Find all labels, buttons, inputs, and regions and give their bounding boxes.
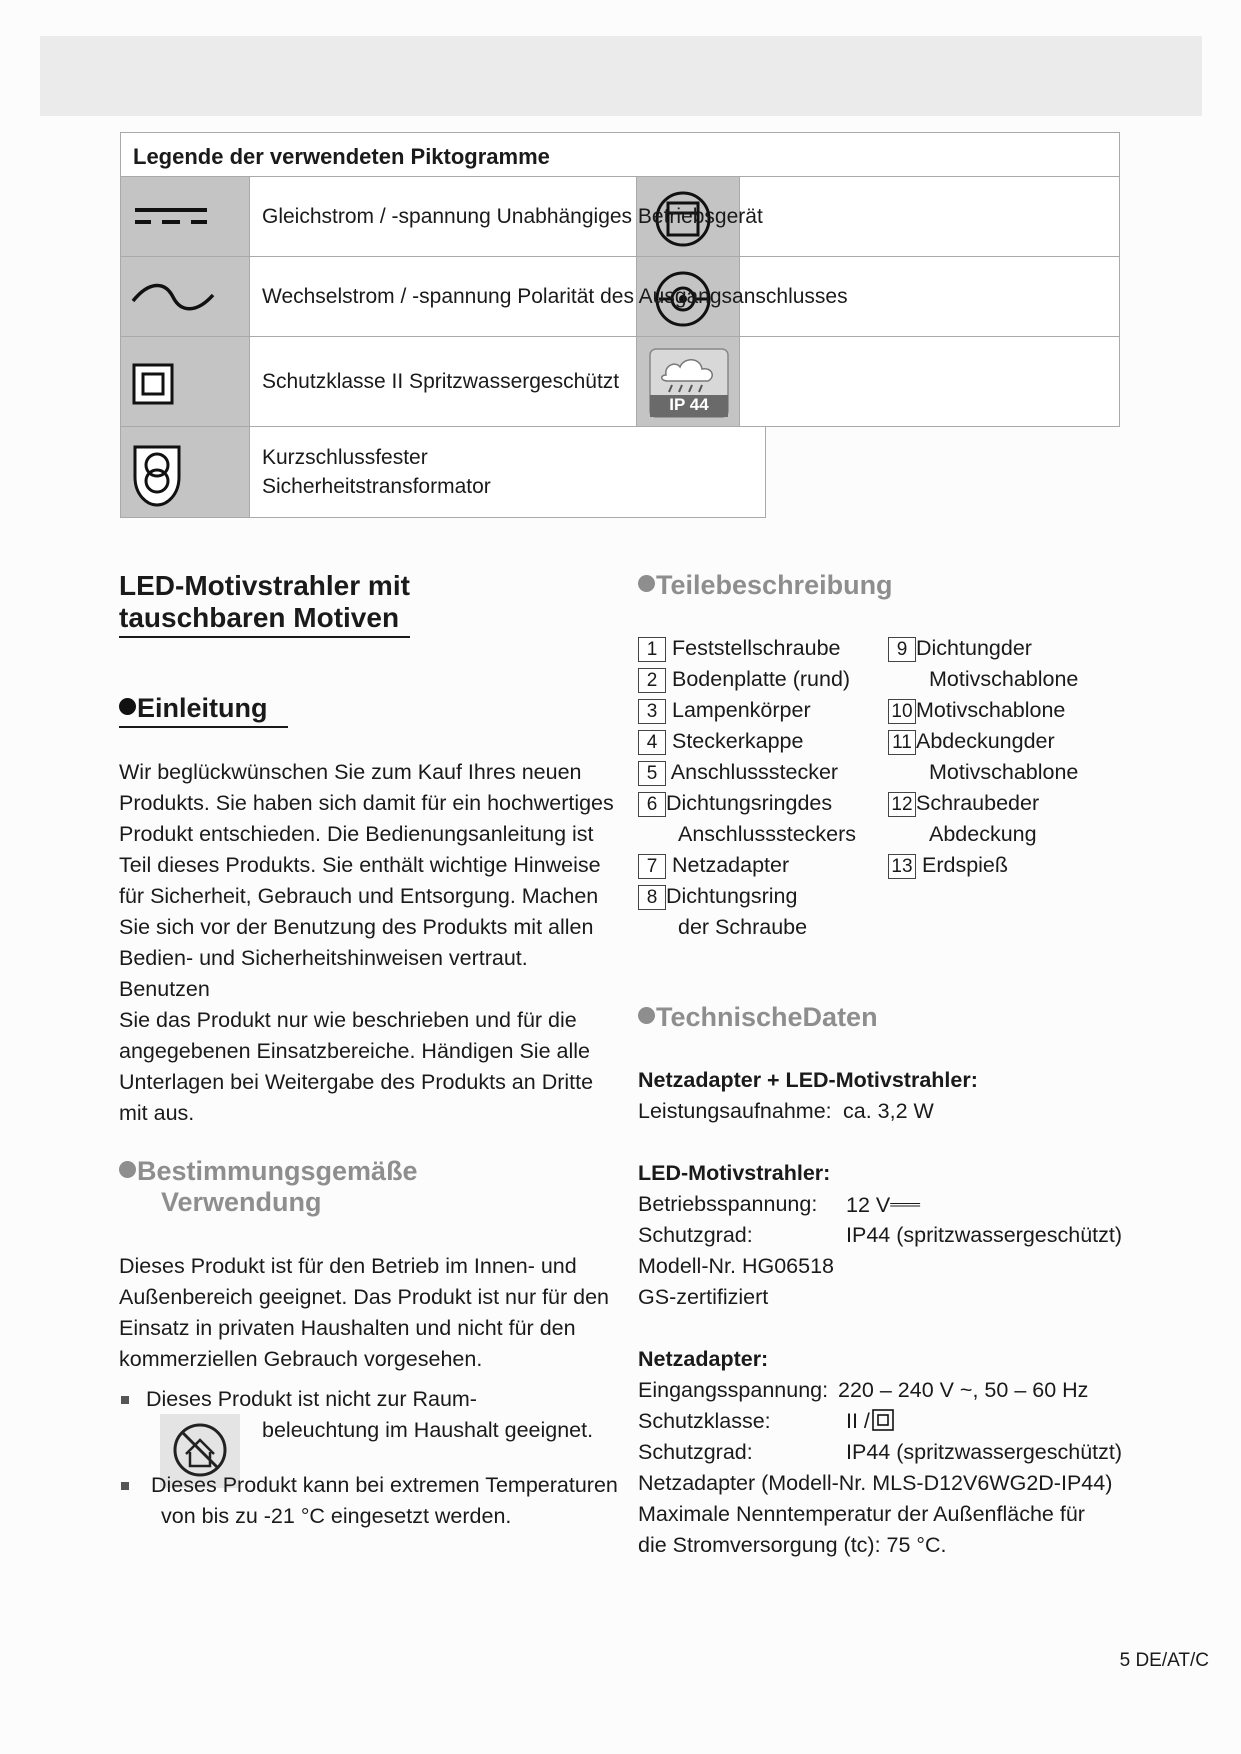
text-line: Dieses Produkt ist für den Betrieb im Innen- und xyxy=(119,1254,577,1278)
part-number: 7 xyxy=(638,854,666,879)
text-line: Außenbereich geeignet. Das Produkt ist nur für den xyxy=(119,1285,610,1309)
text-line: für Sicherheit, Gebrauch und Entsorgung. Machen xyxy=(119,884,599,908)
tech-voltage-label: Betriebsspannung: xyxy=(638,1192,818,1216)
part-item-cont: der Schraube xyxy=(678,915,808,939)
text-line: Produkts. Sie haben sich damit für ein hochwertiges xyxy=(119,791,614,815)
list-bullet-icon xyxy=(121,1482,129,1490)
part-number: 3 xyxy=(638,699,666,724)
part-item-cont: Motivschablone xyxy=(929,760,1079,784)
part-item: 13 Erdspieß xyxy=(888,850,1008,881)
tech-temp-line2: die Stromversorgung (tc): 75 °C. xyxy=(638,1533,947,1557)
legend-header xyxy=(120,132,1120,177)
part-item-cont: Motivschablone xyxy=(929,667,1079,691)
part-item: 8 Dichtungsring xyxy=(638,881,797,912)
tech-group3-title: Netzadapter: xyxy=(638,1347,769,1371)
part-item-cont: Abdeckung xyxy=(929,822,1037,846)
part-number: 9 xyxy=(888,637,916,662)
tech-voltage-value: 12 V═══ xyxy=(846,1193,920,1217)
legend-text-row-3: Schutzklasse II Spritzwassergeschützt xyxy=(262,370,620,393)
safety-transformer-icon xyxy=(129,437,185,509)
bullet-dot-icon xyxy=(119,1161,136,1178)
tech-class-value: II / xyxy=(846,1406,894,1437)
product-title xyxy=(119,570,410,638)
usage-paragraph xyxy=(119,1251,629,1375)
pictogram-legend xyxy=(120,132,1120,518)
product-title-line2: tauschbaren Motiven xyxy=(119,602,400,633)
dc-symbol-icon: ═══ xyxy=(890,1196,920,1212)
part-item: 3 Lampenkörper xyxy=(638,695,811,726)
tech-class-label: Schutzklasse: xyxy=(638,1409,771,1433)
legend-icon-cell xyxy=(120,256,250,337)
intro-heading xyxy=(119,693,288,728)
part-number: 6 xyxy=(638,792,666,817)
legend-text-row-4b: Sicherheitstransformator xyxy=(262,475,491,498)
part-item: 7 Netzadapter xyxy=(638,850,789,881)
tech-protection-value-2: IP44 (spritzwassergeschützt) xyxy=(846,1440,1123,1464)
bullet-dot-icon xyxy=(119,698,136,715)
usage-heading-line2: Verwendung xyxy=(161,1187,322,1217)
tech-input-label: Eingangsspannung: xyxy=(638,1378,829,1402)
part-item: 2 Bodenplatte (rund) xyxy=(638,664,850,695)
tech-power-label: Leistungsaufnahme: xyxy=(638,1099,832,1123)
text-line: Unterlagen bei Weitergabe des Produkts an Dritte xyxy=(119,1070,594,1094)
legend-text-row-2: Wechselstrom / -spannung Polarität des Ausgangsanschlusses xyxy=(262,285,848,308)
part-item: 9 Dichtungder xyxy=(888,633,1032,664)
part-item: 4 Steckerkappe xyxy=(638,726,803,757)
bullet-dot-icon xyxy=(638,1007,655,1024)
part-number: 2 xyxy=(638,668,666,693)
tech-input-value: 220 – 240 V ~, 50 – 60 Hz xyxy=(838,1378,1089,1402)
tech-temp-line1: Maximale Nenntemperatur der Außenfläche für xyxy=(638,1502,1085,1526)
parts-heading xyxy=(638,570,893,601)
text-line: kommerziellen Gebrauch vorgesehen. xyxy=(119,1347,483,1371)
intro-paragraph xyxy=(119,757,619,1129)
legend-title: Legende der verwendeten Piktogramme xyxy=(133,144,550,169)
part-item: 6 Dichtungsringdes xyxy=(638,788,832,819)
page-number: 5 DE/AT/C xyxy=(1119,1650,1209,1671)
text-line: Sie sich vor der Benutzung des Produkts mit allen xyxy=(119,915,594,939)
tech-gs-certified: GS-zertifiziert xyxy=(638,1285,769,1309)
tech-heading xyxy=(638,1002,878,1033)
part-item: 1 Feststellschraube xyxy=(638,633,840,664)
text-line: Wir beglückwünschen Sie zum Kauf Ihres neuen xyxy=(119,760,582,784)
text-line: mit aus. xyxy=(119,1101,195,1125)
part-number: 5 xyxy=(638,761,666,786)
usage-heading xyxy=(119,1156,418,1187)
part-item: 12 Schraubeder xyxy=(888,788,1039,819)
tech-adapter-model: Netzadapter (Modell-Nr. MLS-D12V6WG2D-IP44) xyxy=(638,1471,1113,1495)
usage-bullet2-line2: von bis zu -21 °C eingesetzt werden. xyxy=(161,1504,512,1528)
part-item-cont: Anschlusssteckers xyxy=(678,822,857,846)
legend-text-row-4a: Kurzschlussfester xyxy=(262,446,428,469)
legend-icon-cell xyxy=(120,176,250,257)
header-bar xyxy=(40,36,1202,116)
tech-model-number: Modell-Nr. HG06518 xyxy=(638,1254,834,1278)
text-line: Bedien- und Sicherheitshinweisen vertraut. Benutzen xyxy=(119,946,528,1001)
product-title-line1: LED-Motivstrahler mit xyxy=(119,570,410,601)
legend-icon-cell xyxy=(120,336,250,427)
text-line: Teil dieses Produkts. Sie enthält wichtige Hinweise xyxy=(119,853,601,877)
part-number: 8 xyxy=(638,885,666,910)
alternating-current-icon xyxy=(131,283,215,313)
part-number: 12 xyxy=(888,792,916,817)
tech-protection-value: IP44 (spritzwassergeschützt) xyxy=(846,1223,1123,1247)
part-number: 4 xyxy=(638,730,666,755)
part-number: 1 xyxy=(638,637,666,662)
legend-icon-cell xyxy=(636,336,740,427)
part-number: 11 xyxy=(888,730,916,755)
text-line: Produkt entschieden. Die Bedienungsanleitung ist xyxy=(119,822,594,846)
tech-power-value: ca. 3,2 W xyxy=(843,1099,934,1123)
part-item: 10 Motivschablone xyxy=(888,695,1065,726)
usage-bullet1-line1: Dieses Produkt ist nicht zur Raum- xyxy=(146,1387,477,1411)
protection-class-ii-small-icon xyxy=(872,1409,894,1431)
usage-heading-line1: Bestimmungsgemäße xyxy=(137,1156,418,1186)
tech-group2-title: LED-Motivstrahler: xyxy=(638,1161,831,1185)
usage-bullet1-line2: beleuchtung im Haushalt geeignet. xyxy=(262,1418,594,1442)
intro-heading-text: Einleitung xyxy=(137,693,268,723)
tech-protection-label: Schutzgrad: xyxy=(638,1223,753,1247)
part-item: 11 Abdeckungder xyxy=(888,726,1055,757)
list-bullet-icon xyxy=(121,1396,129,1404)
legend-icon-cell xyxy=(120,426,250,518)
tech-group1-title: Netzadapter + LED-Motivstrahler: xyxy=(638,1068,978,1092)
direct-current-icon xyxy=(133,206,209,228)
tech-protection-label-2: Schutzgrad: xyxy=(638,1440,753,1464)
legend-text-row-1: Gleichstrom / -spannung Unabhängiges Betriebsgerät xyxy=(262,205,763,228)
ip44-badge-text: IP 44 xyxy=(669,395,709,414)
usage-bullet2-line1: Dieses Produkt kann bei extremen Temperaturen xyxy=(151,1473,618,1497)
parts-heading-text: Teilebeschreibung xyxy=(656,570,893,600)
bullet-dot-icon xyxy=(638,575,655,592)
part-number: 10 xyxy=(888,699,916,724)
part-number: 13 xyxy=(888,854,916,879)
part-item: 5 Anschlussstecker xyxy=(638,757,838,788)
protection-class-ii-icon xyxy=(132,363,174,405)
text-line: angegebenen Einsatzbereiche. Händigen Sie alle xyxy=(119,1039,590,1063)
tech-heading-text: TechnischeDaten xyxy=(656,1002,878,1032)
text-line: Sie das Produkt nur wie beschrieben und für die xyxy=(119,1008,577,1032)
text-line: Einsatz in privaten Haushalten und nicht für den xyxy=(119,1316,576,1340)
